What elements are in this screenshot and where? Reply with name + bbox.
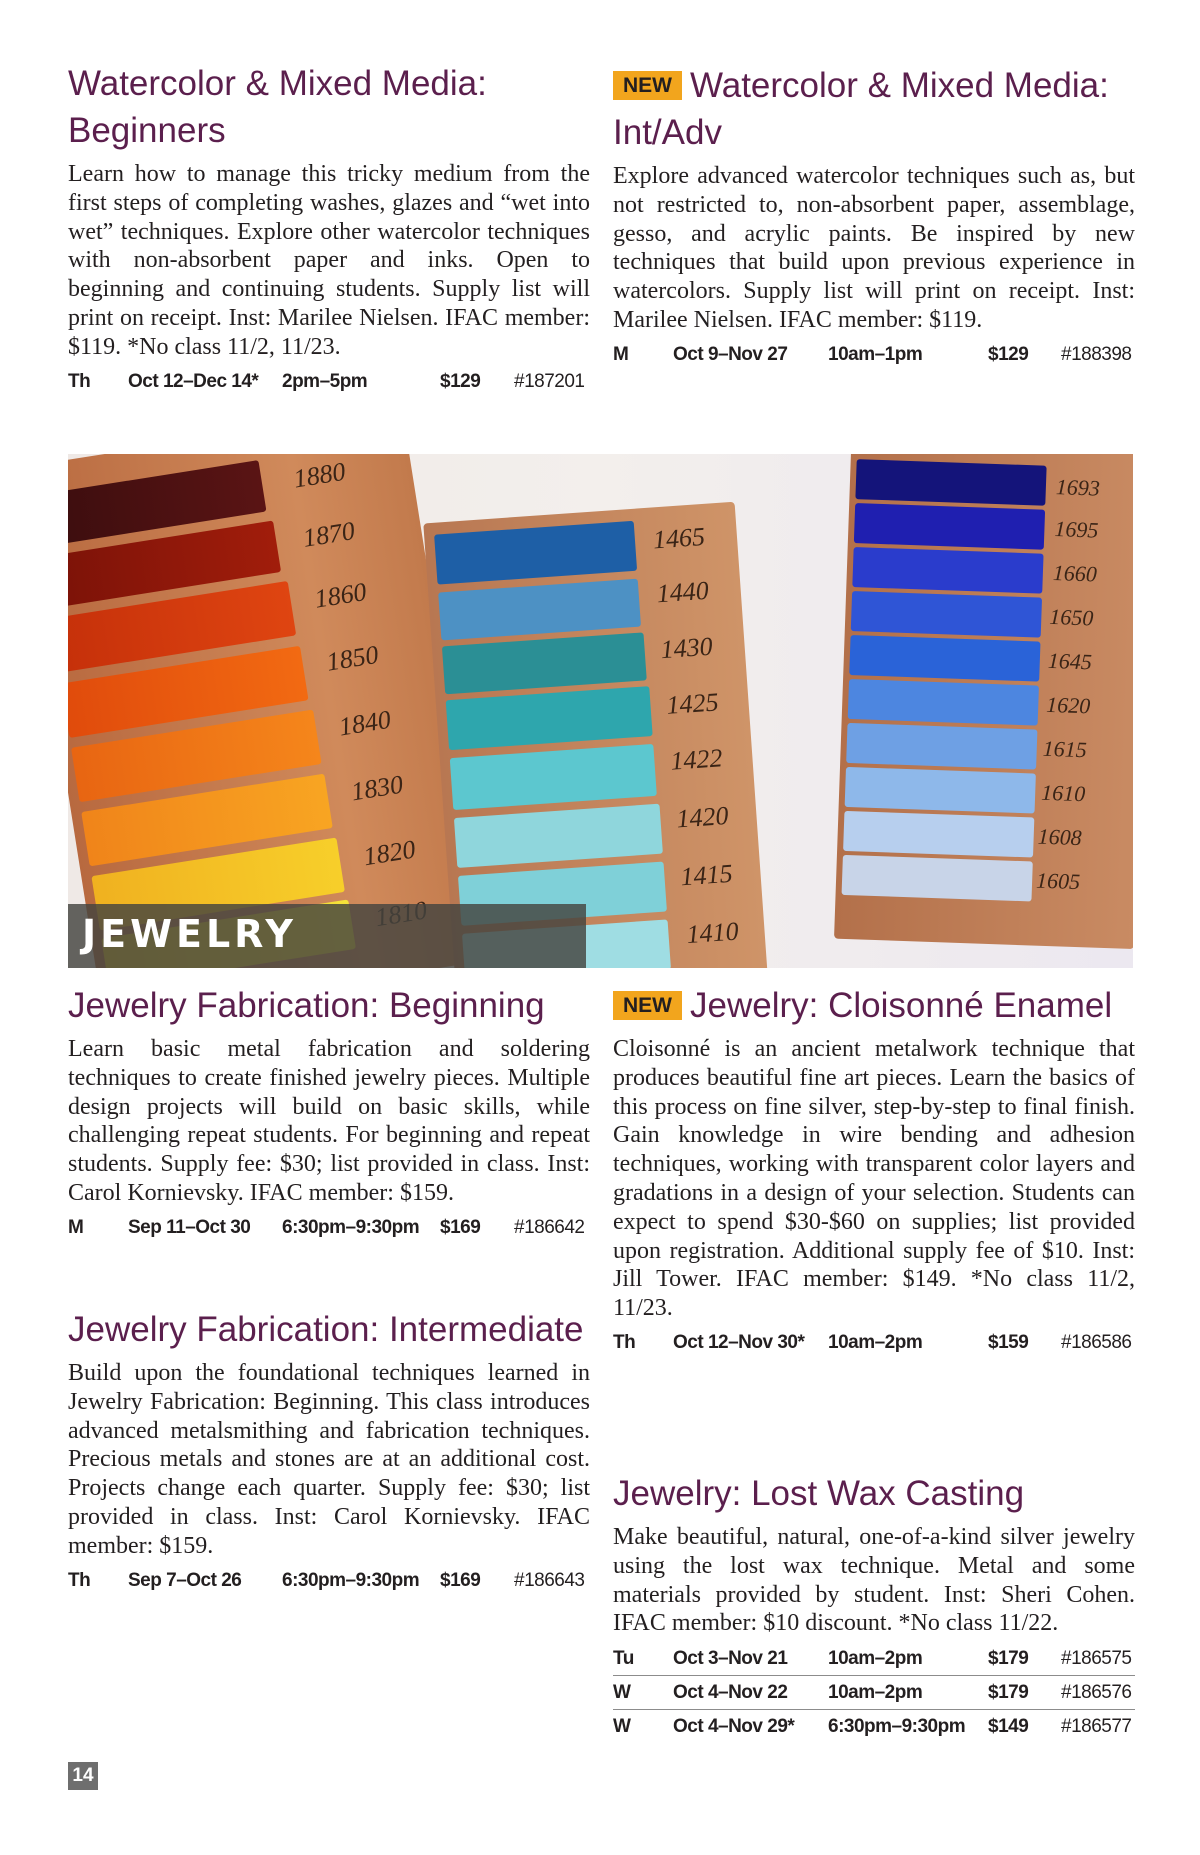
swatch [845,767,1036,814]
kiln-number: 1693 [1055,474,1101,501]
blue-enamel-plate [834,454,1133,949]
kiln-number: 1660 [1052,560,1098,587]
kiln-number: 1422 [669,743,724,776]
section-label: JEWELRY [82,912,297,956]
kiln-number: 1430 [659,631,714,665]
session-price: $179 [988,1647,1029,1669]
kiln-number: 1650 [1048,603,1094,631]
session-time: 10am–2pm [828,1647,923,1669]
session-time: 10am–2pm [828,1332,923,1354]
kiln-number: 1880 [291,456,348,494]
swatch [848,679,1039,726]
kiln-number: 1695 [1054,516,1099,543]
page-number: 14 [68,1762,98,1790]
kiln-number: 1415 [679,858,734,892]
course-number: #188398 [1061,344,1132,366]
session-time: 10am–2pm [828,1681,923,1703]
session-row [613,1710,1135,1743]
swatch [855,459,1046,506]
session-day: Th [68,371,91,393]
session-day: M [613,344,629,366]
kiln-number: 1870 [300,516,357,553]
course-number: #187201 [514,371,585,393]
kiln-number: 1840 [336,704,393,742]
kiln-number: 1850 [324,639,381,677]
session-price: $129 [440,371,481,393]
session-dates: Oct 12–Dec 14* [128,371,259,393]
session-dates: Oct 9–Nov 27 [673,344,788,366]
course-watercolor-int-adv [613,62,1135,372]
swatch [849,635,1040,682]
session-price: $179 [988,1681,1029,1703]
session-day: Tu [613,1647,634,1669]
swatch [846,723,1037,770]
session-price: $169 [440,1217,481,1239]
kiln-number: 1645 [1047,647,1093,675]
swatch [843,811,1034,858]
swatch [434,521,637,585]
session-dates: Oct 4–Nov 22 [673,1681,788,1703]
session-row [613,1676,1135,1710]
course-watercolor-beginners [68,60,590,399]
course-jewelry-fabrication-intermediate [68,1306,590,1598]
session-dates: Oct 12–Nov 30* [673,1332,805,1354]
session-row [613,339,1135,372]
session-time: 6:30pm–9:30pm [282,1570,420,1592]
session-price: $169 [440,1570,481,1592]
session-row [68,1212,590,1245]
teal-enamel-plate [423,502,768,968]
swatch [442,632,647,694]
session-dates: Sep 11–Oct 30 [128,1217,251,1239]
session-price: $129 [988,344,1029,366]
course-description: Make beautiful, natural, one-of-a-kind silver jewelry using the lost wax technique. Metal and some materials provided by student. Inst: Sheri Cohen. IFAC member: $10 discount. *No class 11/22. [613,1524,1135,1637]
session-row [68,1565,590,1598]
course-title [613,62,1135,156]
session-time: 6:30pm–9:30pm [282,1217,420,1239]
kiln-number: 1410 [685,916,740,950]
course-description: Cloisonné is an ancient metalwork technique that produces beautiful fine art pieces. Learn the basics of this process on fine silver, step-by-step to final finish. Gain knowledge in wire bending and adhesion techniques, working with transparent color layers and gradations in a design of your selection. Students can expect to spend $30-$60 on supplies; list provided upon registration. Additional supply fee of $10. Inst: Jill Tower. IFAC member: $149. *No class 11/2, 11/23. [613,1036,1135,1322]
session-day: W [613,1681,631,1703]
course-title-text: Jewelry: Cloisonné Enamel [690,986,1113,1025]
session-dates: Oct 4–Nov 29* [673,1715,795,1737]
swatch [851,591,1042,638]
swatch [450,744,657,810]
session-dates: Oct 3–Nov 21 [673,1647,788,1669]
session-day: Th [68,1570,91,1592]
course-title: Watercolor & Mixed Media: Beginners [68,64,487,150]
session-time: 10am–1pm [828,344,923,366]
session-price: $149 [988,1715,1029,1737]
enamel-samples-photo [68,454,1133,968]
section-banner [68,904,586,968]
course-description: Explore advanced watercolor techniques such as, but not restricted to, non-absorbent paper, assemblage, gesso, and acrylic paints. Be inspired by new techniques that build upon previous experience in watercolors. Supply list will print on receipt. Inst: Marilee Nielsen. IFAC member: $119. [613,163,1135,333]
course-number: #186586 [1061,1332,1132,1354]
kiln-number: 1440 [655,575,710,609]
kiln-number: 1605 [1035,867,1081,895]
course-description: Learn basic metal fabrication and soldering techniques to create finished jewelry pieces. Multiple design projects will build on basic skills, while challenging repeat students. For beginning and repeat students. Supply fee: $30; list provided in class. Inst: Carol Kornievsky. IFAC member: $159. [68,1036,590,1206]
kiln-number: 1608 [1037,823,1083,851]
session-day: Th [613,1332,636,1354]
swatch [454,804,663,868]
session-time: 2pm–5pm [282,371,368,393]
session-row [613,1327,1135,1360]
kiln-number: 1425 [665,687,720,720]
course-title: Jewelry Fabrication: Intermediate [68,1310,584,1349]
session-time: 6:30pm–9:30pm [828,1715,966,1737]
kiln-number: 1830 [349,769,406,807]
kiln-number: 1820 [361,834,418,872]
course-number: #186577 [1061,1715,1132,1737]
new-badge: NEW [613,71,682,100]
course-description: Build upon the foundational techniques learned in Jewelry Fabrication: Beginning. This class introduces advanced metalsmithing and fabrication techniques. Precious metals and stones are at an additional cost. Projects change each quarter. Supply fee: $30; list provided in class. Inst: Carol Kornievsky. IFAC member: $159. [68,1360,590,1559]
course-title: Jewelry Fabrication: Beginning [68,986,545,1025]
swatch [852,547,1043,594]
session-day: M [68,1217,84,1239]
course-number: #186643 [514,1570,585,1592]
course-number: #186575 [1061,1647,1132,1669]
session-dates: Sep 7–Oct 26 [128,1570,242,1592]
course-number: #186576 [1061,1681,1132,1703]
session-price: $159 [988,1332,1029,1354]
kiln-number: 1420 [675,800,730,834]
session-day: W [613,1715,631,1737]
session-row [68,366,590,399]
course-title-text: Watercolor & Mixed Media: Int/Adv [613,66,1109,152]
course-number: #186642 [514,1217,585,1239]
swatch [446,686,653,750]
course-cloisonne-enamel [613,982,1135,1360]
kiln-number: 1620 [1045,691,1091,719]
kiln-number: 1465 [651,521,706,555]
swatch [438,579,641,641]
course-jewelry-fabrication-beginning [68,982,590,1245]
course-title [613,982,1135,1029]
course-description: Learn how to manage this tricky medium from the first steps of completing washes, glazes and “wet into wet” techniques. Explore other watercolor techniques with non-absorbent paper and inks. Open to beginning and continuing students. Supply list will print on receipt. Inst: Marilee Nielsen. IFAC member: $119. *No class 11/2, 11/23. [68,161,590,360]
kiln-number: 1860 [312,576,369,614]
course-title: Jewelry: Lost Wax Casting [613,1474,1025,1513]
course-lost-wax-casting [613,1470,1135,1743]
kiln-number: 1615 [1042,735,1088,763]
new-badge: NEW [613,991,682,1020]
kiln-number: 1610 [1040,779,1086,807]
swatch [842,855,1033,902]
session-row [613,1642,1135,1676]
swatch [854,503,1045,550]
